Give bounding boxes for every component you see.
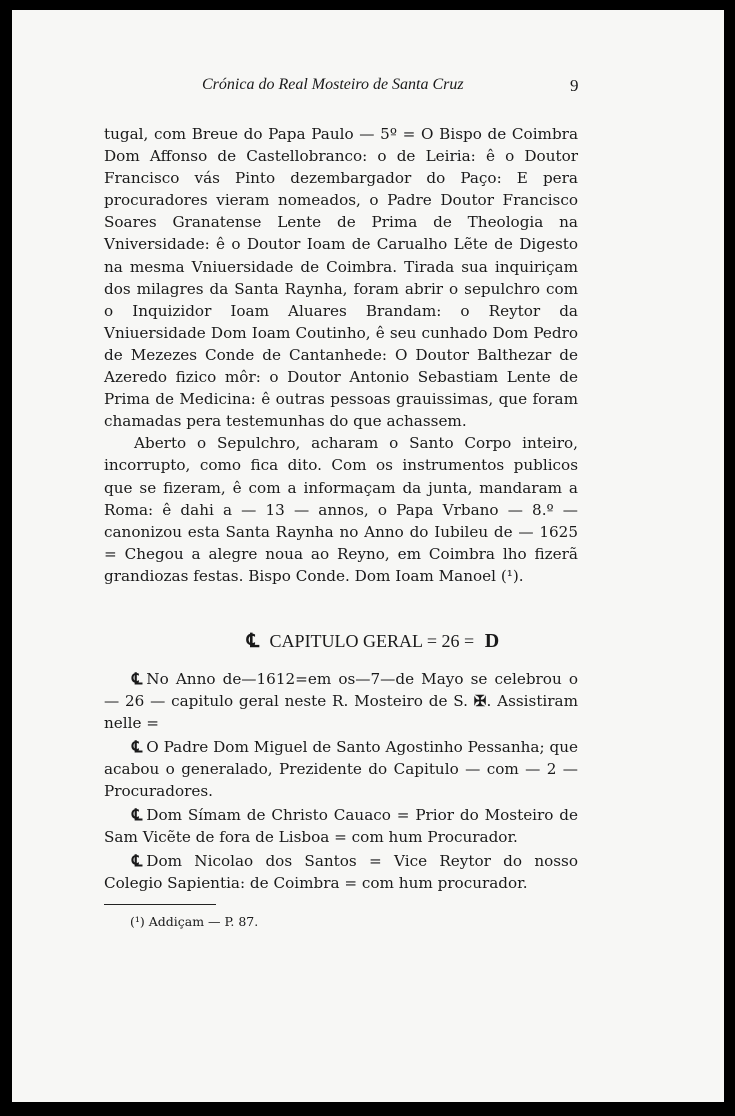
entry-item [104, 804, 578, 848]
chapter-title: CAPITULO GERAL = 26 = [269, 631, 475, 651]
page [12, 10, 724, 1102]
entry-item [104, 850, 578, 894]
chapter-heading [12, 630, 724, 653]
running-title: Crónica do Real Mosteiro de Santa Cruz [202, 76, 464, 93]
entry-intro-tail: . Assistiram nelle = [104, 692, 579, 732]
paragraph-2-text: Aberto o Sepulchro, acharam o Santo Corpo inteiro, incorrupto, como fica dito. Com os instrumentos publicos que se fizeram, ê com a informaçam da junta, mandaram a Roma: ê dahi a — 13 — annos, o Papa Vrbano — 8.º — canonizou esta Santa Raynha no Anno do Iubileu de — 1625 = Chegou a alegre noua ao Reyno, em Coimbra lho fizerã grandiozas festas. Bispo Conde. Dom Ioam Manoel [104, 434, 578, 585]
paragraph-1: tugal, com Breue do Papa Paulo — 5º = O Bispo de Coimbra Dom Affonso de Castellobranco: o de Leiria: ê o Doutor Francisco vás Pinto dezembargador do Paço: E pera procuradores vieram nomeados, o Padre Doutor Francisco Soares Granatense Lente de Prima de Theologia na Vniversidade: ê o Doutor Ioam de Carualho Lẽte de Digesto na mesma Vniuersidade de Coimbra. Tirada sua inquiriçam dos milagres da Santa Raynha, foram abrir o sepulchro com o Inquizidor Ioam Aluares Brandam: o Reytor da Vniuersidade Dom Ioam Coutinho, ê seu cunhado Dom Pedro de Mezezes Conde de Cantanhede: O Doutor Balthezar de Azeredo fizico môr: o Doutor Antonio Sebastiam Lente de Prima de Medicina: ê outras pessoas grauissimas, que foram chamadas pera testemunhas do que achassem. [104, 125, 578, 431]
cross-icon: ✠ [473, 692, 487, 710]
page-number: 9 [570, 76, 579, 95]
capitulum-icon: ℄ [246, 631, 260, 652]
footnote-divider [104, 904, 216, 905]
entry-intro-text: No Anno de—1612=em os—7—de Mayo se celebrou o — 26 — capitulo geral neste R. Mosteiro de S. [104, 670, 578, 710]
entry-item-text: O Padre Dom Miguel de Santo Agostinho Pessanha; que acabou o generalado, Prezidente do Capitulo — com — 2 — Procuradores. [104, 738, 578, 800]
capitulum-icon: ℄ [132, 805, 143, 824]
entry-item-text: Dom Símam de Christo Cauaco = Prior do Mosteiro de Sam Vicẽte de fora de Lisboa = com hum Procurador. [104, 806, 578, 846]
entry-item [104, 736, 578, 802]
page-header [12, 76, 724, 98]
footnote-reference: (¹). [500, 566, 524, 585]
footnote: (¹) Addiçam — P. 87. [130, 914, 259, 929]
chapter-entries [104, 668, 578, 896]
entry-intro [104, 668, 578, 734]
capitulum-icon: ℄ [132, 669, 143, 688]
paragraph-2 [104, 432, 578, 587]
capitulum-icon: ℄ [132, 737, 143, 756]
chapter-end-mark: D [484, 630, 500, 652]
body-text [104, 123, 578, 587]
capitulum-icon: ℄ [132, 851, 143, 870]
entry-item-text: Dom Nicolao dos Santos = Vice Reytor do nosso Colegio Sapientia: de Coimbra = com hum procurador. [104, 852, 578, 892]
